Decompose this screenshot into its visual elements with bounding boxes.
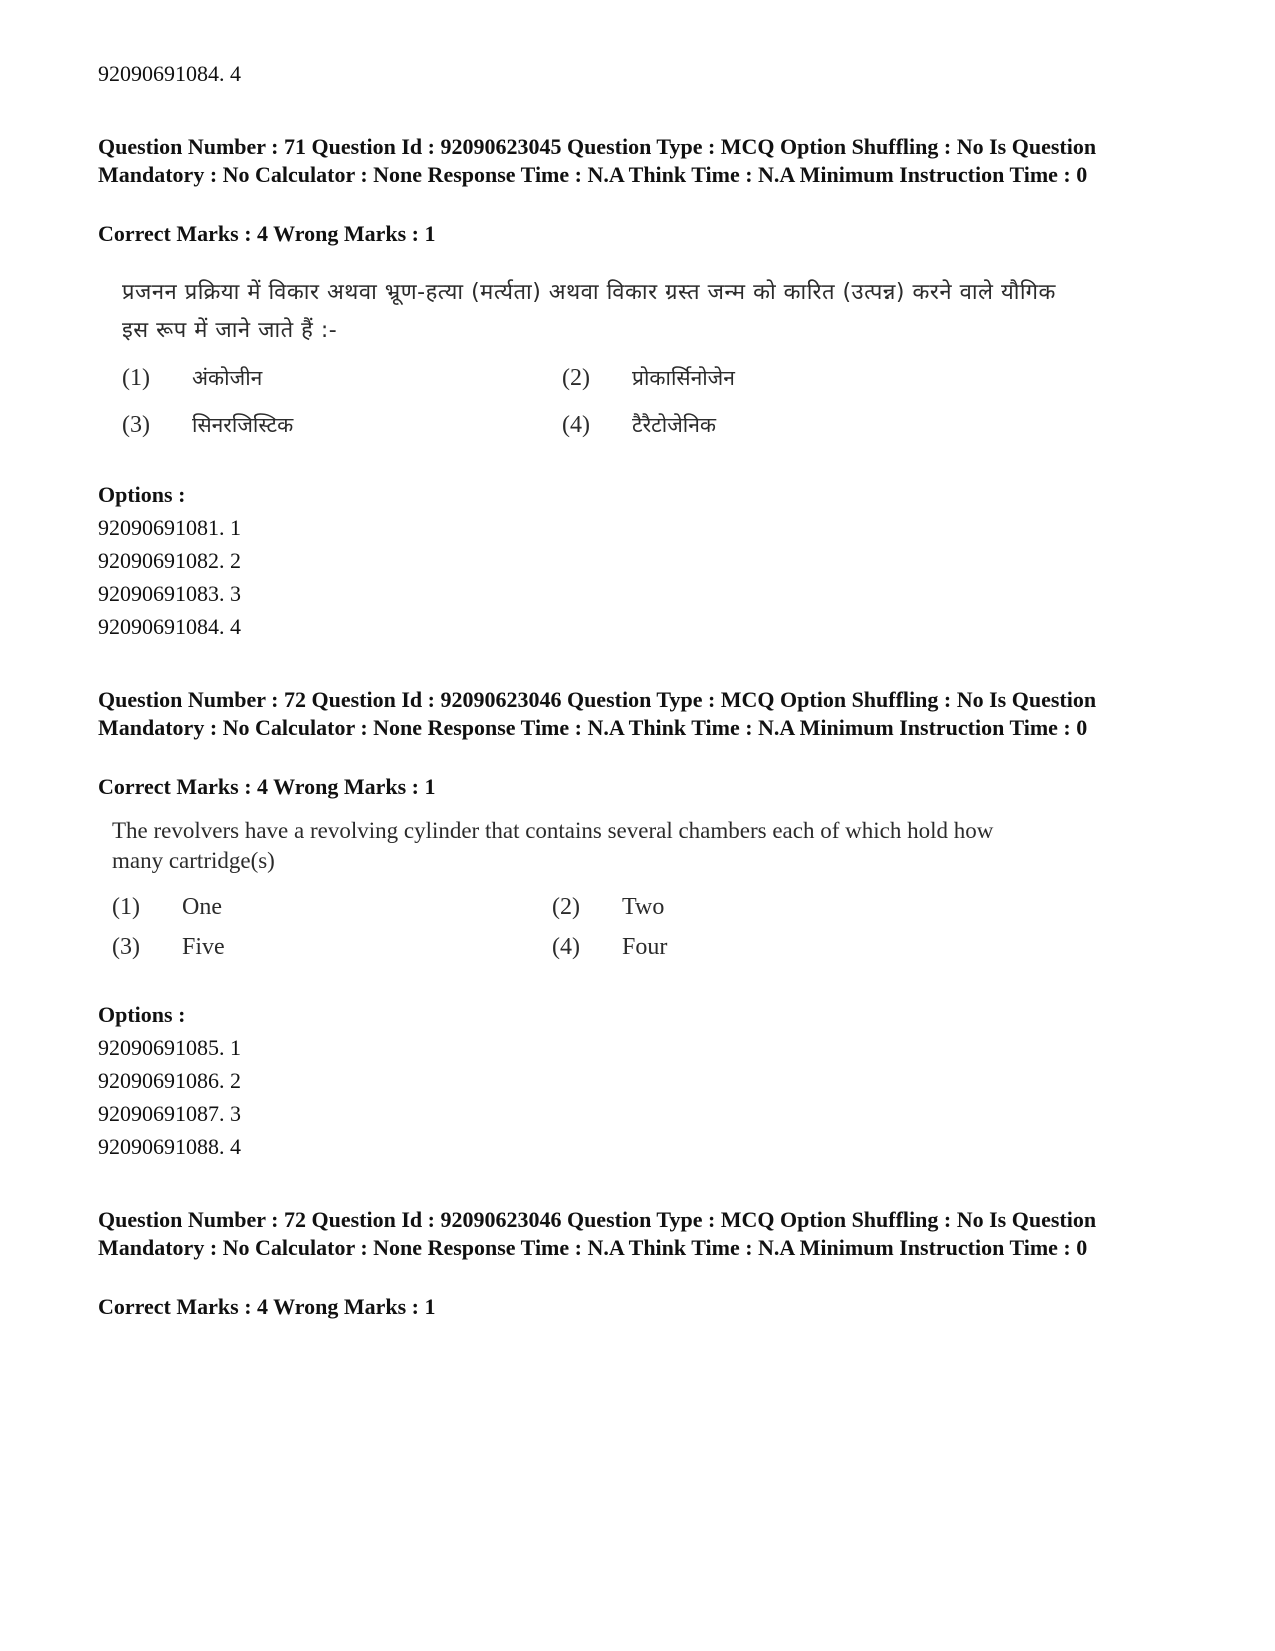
question-72-option-3: 92090691087. 3	[98, 1101, 241, 1126]
choice-number: (4)	[562, 412, 590, 438]
option-line-top: 92090691084. 4	[98, 61, 241, 86]
choice-number: (1)	[112, 894, 140, 920]
question-72-text: The revolvers have a revolving cylinder that contains several chambers each of which hold how many cartridge(s)	[112, 818, 994, 873]
question-72-options-label: Options :	[98, 1002, 186, 1027]
question-71-choices	[122, 364, 1082, 460]
choice-text: अंकोजीन	[192, 366, 263, 390]
question-71-option-2: 92090691082. 2	[98, 548, 241, 573]
question-72-choice-4	[552, 934, 667, 961]
question-72-meta: Question Number : 72 Question Id : 92090623046 Question Type : MCQ Option Shuffling : No Is Question Mandatory : No Calculator : None Response Time : N.A Think Time : N.A Minimum Instruction Time : 0	[98, 687, 1097, 740]
question-71-choice-4	[562, 411, 716, 439]
choice-text: Four	[622, 934, 668, 960]
choice-number: (3)	[112, 934, 140, 960]
question-71-choice-3	[122, 411, 293, 439]
question-71-image	[122, 274, 1082, 460]
question-72-choice-2	[552, 894, 664, 921]
question-71-option-3: 92090691083. 3	[98, 581, 241, 606]
question-72-option-1: 92090691085. 1	[98, 1035, 241, 1060]
question-72-choices	[112, 894, 1072, 976]
question-71-choice-1	[122, 364, 262, 392]
choice-number: (2)	[562, 365, 590, 391]
choice-text: Two	[622, 894, 665, 920]
choice-text: One	[182, 894, 222, 920]
choice-number: (1)	[122, 365, 150, 391]
choice-number: (3)	[122, 412, 150, 438]
question-72-choice-1	[112, 894, 222, 921]
question-72-repeat-marks: Correct Marks : 4 Wrong Marks : 1	[98, 1294, 436, 1319]
choice-text: प्रोकार्सिनोजेन	[632, 366, 735, 390]
question-71-options-label: Options :	[98, 482, 186, 507]
choice-number: (2)	[552, 894, 580, 920]
question-71-marks: Correct Marks : 4 Wrong Marks : 1	[98, 221, 436, 246]
question-71-text: प्रजनन प्रक्रिया में विकार अथवा भ्रूण-हत्या (मर्त्यता) अथवा विकार ग्रस्त जन्म को कारित (उत्पन्न) करने वाले यौगिक इस रूप में जाने जाते हैं :-	[122, 280, 1056, 343]
question-72-image	[112, 816, 1072, 976]
question-71-option-4: 92090691084. 4	[98, 614, 241, 639]
question-72-repeat-meta: Question Number : 72 Question Id : 92090623046 Question Type : MCQ Option Shuffling : No Is Question Mandatory : No Calculator : None Response Time : N.A Think Time : N.A Minimum Instruction Time : 0	[98, 1207, 1097, 1260]
choice-number: (4)	[552, 934, 580, 960]
question-71-choice-2	[562, 364, 735, 392]
question-72-option-4: 92090691088. 4	[98, 1134, 241, 1159]
choice-text: सिनरजिस्टिक	[192, 413, 294, 437]
question-71-option-1: 92090691081. 1	[98, 515, 241, 540]
question-72-option-2: 92090691086. 2	[98, 1068, 241, 1093]
question-72-marks: Correct Marks : 4 Wrong Marks : 1	[98, 774, 436, 799]
choice-text: टैरैटोजेनिक	[632, 413, 716, 437]
choice-text: Five	[182, 934, 225, 960]
question-71-meta: Question Number : 71 Question Id : 92090623045 Question Type : MCQ Option Shuffling : No Is Question Mandatory : No Calculator : None Response Time : N.A Think Time : N.A Minimum Instruction Time : 0	[98, 134, 1097, 187]
question-72-choice-3	[112, 934, 225, 961]
